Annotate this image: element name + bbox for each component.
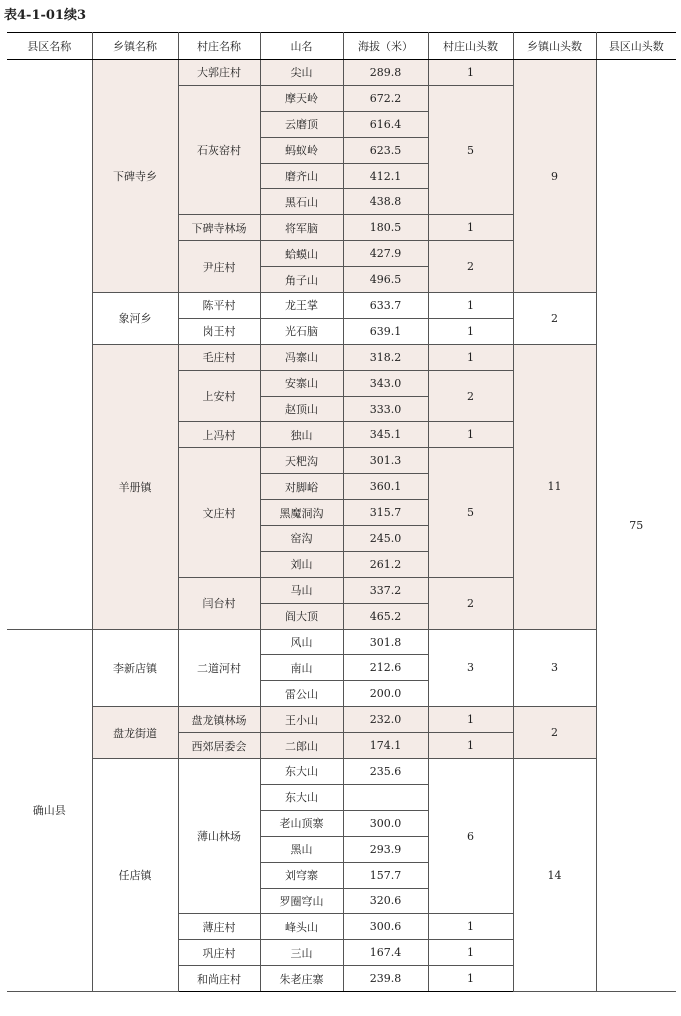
mountain-name-cell: 窑沟 — [260, 526, 343, 552]
col-header-village-count: 村庄山头数 — [428, 33, 513, 60]
mountain-name-cell: 摩天岭 — [260, 85, 343, 111]
table-row — [7, 293, 676, 319]
mountain-name-cell: 独山 — [260, 422, 343, 448]
altitude-cell: 300.6 — [343, 914, 428, 940]
altitude-cell: 293.9 — [343, 836, 428, 862]
mountain-name-cell: 冯寨山 — [260, 344, 343, 370]
altitude-cell: 343.0 — [343, 370, 428, 396]
mountain-name-cell: 对脚峪 — [260, 474, 343, 500]
altitude-cell: 623.5 — [343, 137, 428, 163]
altitude-cell: 318.2 — [343, 344, 428, 370]
village-name-cell: 薄山林场 — [178, 759, 260, 914]
altitude-cell: 301.3 — [343, 448, 428, 474]
altitude-cell: 672.2 — [343, 85, 428, 111]
altitude-cell: 496.5 — [343, 267, 428, 293]
county-cell-upper — [7, 60, 92, 630]
village-count-cell: 1 — [428, 914, 513, 940]
village-count-cell: 5 — [428, 448, 513, 577]
village-count-cell: 1 — [428, 60, 513, 86]
village-count-cell: 1 — [428, 215, 513, 241]
town-name-cell: 象河乡 — [92, 293, 178, 345]
mountain-name-cell: 蛤蟆山 — [260, 241, 343, 267]
mountain-name-cell: 朱老庄寨 — [260, 966, 343, 992]
altitude-cell: 167.4 — [343, 940, 428, 966]
village-count-cell: 5 — [428, 85, 513, 214]
mountain-name-cell: 光石脑 — [260, 318, 343, 344]
town-count-cell: 3 — [513, 629, 596, 707]
col-header-village: 村庄名称 — [178, 33, 260, 60]
mountain-name-cell: 马山 — [260, 577, 343, 603]
col-header-county: 县区名称 — [7, 33, 92, 60]
mountain-name-cell: 赵顶山 — [260, 396, 343, 422]
col-header-mountain: 山名 — [260, 33, 343, 60]
village-count-cell: 6 — [428, 759, 513, 914]
altitude-cell: 427.9 — [343, 241, 428, 267]
altitude-cell: 412.1 — [343, 163, 428, 189]
village-name-cell: 大郭庄村 — [178, 60, 260, 86]
mountain-name-cell: 黑山 — [260, 836, 343, 862]
village-name-cell: 上冯村 — [178, 422, 260, 448]
table-caption: 表4-1-01续3 — [4, 8, 87, 23]
village-name-cell: 和尚庄村 — [178, 966, 260, 992]
altitude-cell: 235.6 — [343, 759, 428, 785]
village-name-cell: 石灰窑村 — [178, 85, 260, 214]
altitude-cell: 465.2 — [343, 603, 428, 629]
town-count-cell: 9 — [513, 60, 596, 293]
altitude-cell — [343, 784, 428, 810]
village-count-cell: 3 — [428, 629, 513, 707]
mountain-table — [7, 32, 676, 992]
village-count-cell: 1 — [428, 293, 513, 319]
altitude-cell: 639.1 — [343, 318, 428, 344]
mountain-name-cell: 东大山 — [260, 784, 343, 810]
altitude-cell: 289.8 — [343, 60, 428, 86]
altitude-cell: 212.6 — [343, 655, 428, 681]
mountain-name-cell: 刘山 — [260, 551, 343, 577]
mountain-name-cell: 二郎山 — [260, 733, 343, 759]
mountain-name-cell: 峰头山 — [260, 914, 343, 940]
altitude-cell: 301.8 — [343, 629, 428, 655]
mountain-name-cell: 磨齐山 — [260, 163, 343, 189]
village-name-cell: 陈平村 — [178, 293, 260, 319]
col-header-altitude: 海拔（米） — [343, 33, 428, 60]
mountain-name-cell: 蚂蚁岭 — [260, 137, 343, 163]
mountain-name-cell: 雷公山 — [260, 681, 343, 707]
village-count-cell: 2 — [428, 370, 513, 422]
town-name-cell: 羊册镇 — [92, 344, 178, 629]
village-name-cell: 文庄村 — [178, 448, 260, 577]
mountain-name-cell: 天粑沟 — [260, 448, 343, 474]
town-count-cell: 2 — [513, 707, 596, 759]
altitude-cell: 315.7 — [343, 500, 428, 526]
altitude-cell: 337.2 — [343, 577, 428, 603]
village-name-cell: 尹庄村 — [178, 241, 260, 293]
village-count-cell: 2 — [428, 577, 513, 629]
altitude-cell: 232.0 — [343, 707, 428, 733]
altitude-cell: 239.8 — [343, 966, 428, 992]
village-name-cell: 西郊居委会 — [178, 733, 260, 759]
village-name-cell: 下碑寺林场 — [178, 215, 260, 241]
table-row — [7, 759, 676, 785]
village-name-cell: 闫台村 — [178, 577, 260, 629]
mountain-name-cell: 安寨山 — [260, 370, 343, 396]
town-name-cell: 任店镇 — [92, 759, 178, 992]
altitude-cell: 157.7 — [343, 862, 428, 888]
altitude-cell: 261.2 — [343, 551, 428, 577]
altitude-cell: 345.1 — [343, 422, 428, 448]
village-name-cell: 盘龙镇林场 — [178, 707, 260, 733]
mountain-name-cell: 三山 — [260, 940, 343, 966]
mountain-name-cell: 王小山 — [260, 707, 343, 733]
town-count-cell: 14 — [513, 759, 596, 992]
village-count-cell: 1 — [428, 344, 513, 370]
mountain-name-cell: 刘穹寨 — [260, 862, 343, 888]
village-count-cell: 1 — [428, 966, 513, 992]
mountain-name-cell: 云磨顶 — [260, 111, 343, 137]
altitude-cell: 245.0 — [343, 526, 428, 552]
village-name-cell: 毛庄村 — [178, 344, 260, 370]
town-name-cell: 下碑寺乡 — [92, 60, 178, 293]
col-header-town: 乡镇名称 — [92, 33, 178, 60]
altitude-cell: 360.1 — [343, 474, 428, 500]
town-name-cell: 李新店镇 — [92, 629, 178, 707]
col-header-town-count: 乡镇山头数 — [513, 33, 596, 60]
mountain-name-cell: 黑魔洞沟 — [260, 500, 343, 526]
mountain-name-cell: 罗圈穹山 — [260, 888, 343, 914]
village-name-cell: 二道河村 — [178, 629, 260, 707]
village-count-cell: 1 — [428, 733, 513, 759]
altitude-cell: 616.4 — [343, 111, 428, 137]
village-name-cell: 上安村 — [178, 370, 260, 422]
altitude-cell: 200.0 — [343, 681, 428, 707]
mountain-name-cell: 东大山 — [260, 759, 343, 785]
village-count-cell: 2 — [428, 241, 513, 293]
header-row — [7, 33, 676, 60]
mountain-name-cell: 尖山 — [260, 60, 343, 86]
col-header-county-count: 县区山头数 — [596, 33, 676, 60]
mountain-name-cell: 风山 — [260, 629, 343, 655]
mountain-name-cell: 南山 — [260, 655, 343, 681]
village-count-cell: 1 — [428, 318, 513, 344]
altitude-cell: 633.7 — [343, 293, 428, 319]
table-row — [7, 344, 676, 370]
village-count-cell: 1 — [428, 422, 513, 448]
village-name-cell: 薄庄村 — [178, 914, 260, 940]
table-row — [7, 60, 676, 86]
mountain-name-cell: 龙王掌 — [260, 293, 343, 319]
altitude-cell: 333.0 — [343, 396, 428, 422]
altitude-cell: 438.8 — [343, 189, 428, 215]
altitude-cell: 174.1 — [343, 733, 428, 759]
table-row — [7, 707, 676, 733]
village-count-cell: 1 — [428, 707, 513, 733]
village-name-cell: 巩庄村 — [178, 940, 260, 966]
table-row — [7, 629, 676, 655]
town-name-cell: 盘龙街道 — [92, 707, 178, 759]
town-count-cell: 2 — [513, 293, 596, 345]
town-count-cell: 11 — [513, 344, 596, 629]
mountain-name-cell: 将军脑 — [260, 215, 343, 241]
mountain-name-cell: 角子山 — [260, 267, 343, 293]
table-body — [7, 60, 676, 992]
county-name-cell: 确山县 — [7, 629, 92, 991]
altitude-cell: 300.0 — [343, 810, 428, 836]
county-count-cell: 75 — [596, 60, 676, 992]
mountain-name-cell: 黑石山 — [260, 189, 343, 215]
mountain-name-cell: 老山顶寨 — [260, 810, 343, 836]
village-count-cell: 1 — [428, 940, 513, 966]
village-name-cell: 岗王村 — [178, 318, 260, 344]
altitude-cell: 180.5 — [343, 215, 428, 241]
altitude-cell: 320.6 — [343, 888, 428, 914]
mountain-name-cell: 阎大顶 — [260, 603, 343, 629]
